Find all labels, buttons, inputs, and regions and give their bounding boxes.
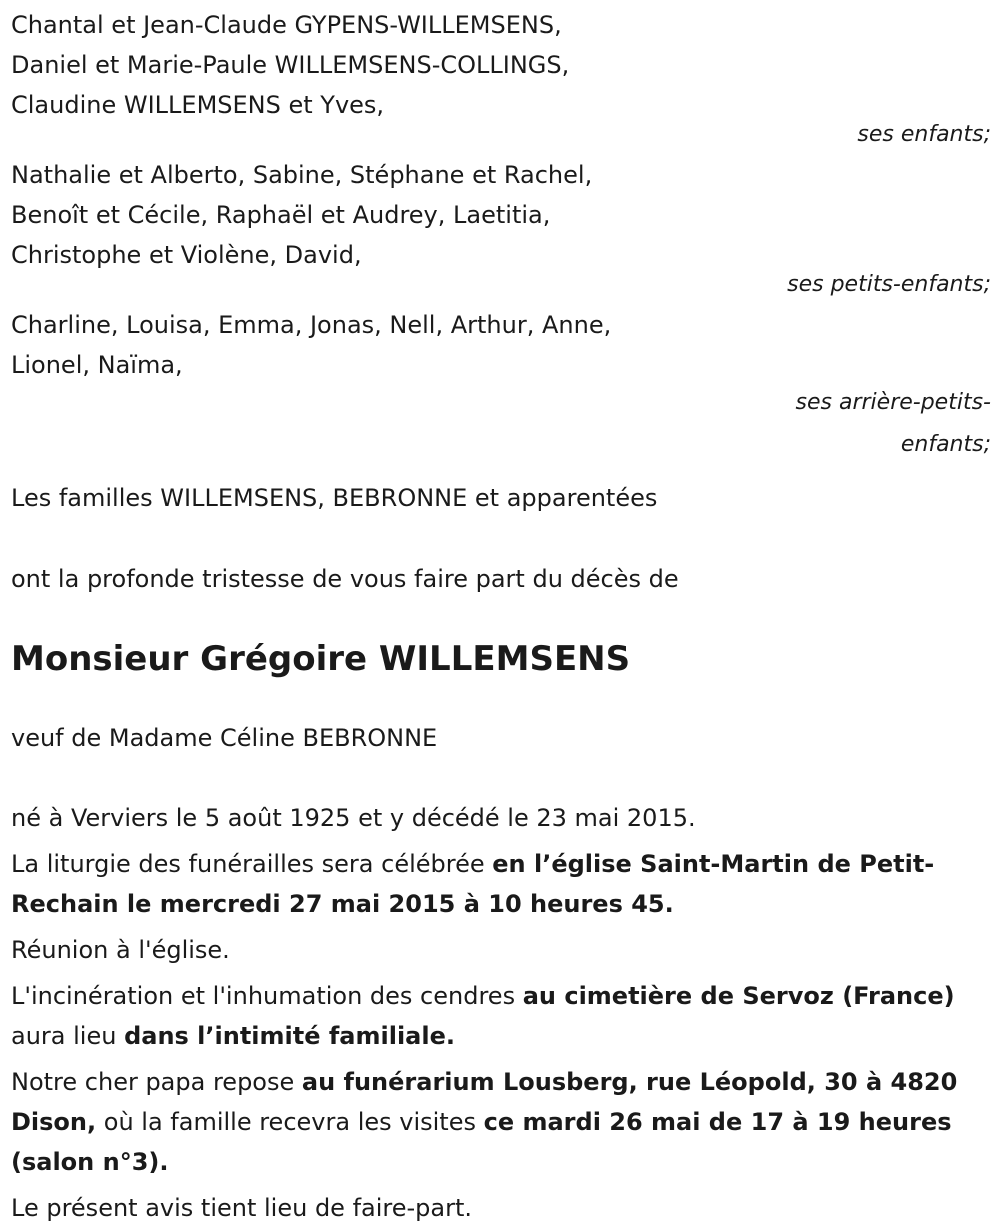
liturgy-details: en l’église Saint-Martin de Petit-Rechain le mercredi 27 mai 2015 à 10 heures 45. [11,850,935,918]
great-grandchildren-line: Charline, Louisa, Emma, Jonas, Nell, Arthur, Anne, [11,311,612,339]
cremation-privacy: dans l’intimité familiale. [124,1022,455,1050]
birth-death-line: né à Verviers le 5 août 1925 et y décédé le 23 mai 2015. [11,804,696,832]
announcement-line: ont la profonde tristesse de vous faire part du décès de [11,565,679,593]
visitation-schedule: ce mardi 26 mai de 17 à 19 heures (salon n°3). [11,1108,952,1176]
great-grandchildren-block [11,305,991,465]
grandchildren-line: Nathalie et Alberto, Sabine, Stéphane et Rachel, [11,161,593,189]
liturgy-text: La liturgie des funérailles sera célébrée [11,850,493,878]
children-block [11,5,991,149]
obituary-notice [11,0,991,1228]
cremation-text: aura lieu [11,1022,125,1050]
families-line: Les familles WILLEMSENS, BEBRONNE et apparentées [11,484,658,512]
children-line: Claudine WILLEMSENS et Yves, [11,91,385,119]
cremation-location: au cimetière de Servoz (France) [522,982,955,1010]
closing-line: Le présent avis tient lieu de faire-part. [11,1194,473,1222]
great-grandchildren-line: Lionel, Naïma, [11,351,183,379]
great-grandchildren-role: enfants; [900,432,991,457]
grandchildren-role: ses petits-enfants; [787,272,991,297]
children-line: Chantal et Jean-Claude GYPENS-WILLEMSENS, [11,11,562,39]
children-line: Daniel et Marie-Paule WILLEMSENS-COLLINGS, [11,51,570,79]
visitation-paragraph [11,1062,986,1182]
grandchildren-block [11,155,991,299]
grandchildren-line: Benoît et Cécile, Raphaël et Audrey, Laetitia, [11,201,551,229]
children-role: ses enfants; [857,122,991,147]
widower-line: veuf de Madame Céline BEBRONNE [11,724,438,752]
great-grandchildren-role: ses arrière-petits- [795,390,991,415]
deceased-name: Monsieur Grégoire WILLEMSENS [11,639,631,679]
visitation-text: Notre cher papa repose [11,1068,302,1096]
reunion-line: Réunion à l'église. [11,936,230,964]
cremation-paragraph [11,976,986,1056]
liturgy-paragraph [11,844,986,924]
visitation-text: où la famille recevra les visites [96,1108,484,1136]
cremation-text: L'incinération et l'inhumation des cendres [11,982,523,1010]
grandchildren-line: Christophe et Violène, David, [11,241,362,269]
visitation-location: au funérarium Lousberg, rue Léopold, 30 à 4820 Dison, [11,1068,958,1136]
